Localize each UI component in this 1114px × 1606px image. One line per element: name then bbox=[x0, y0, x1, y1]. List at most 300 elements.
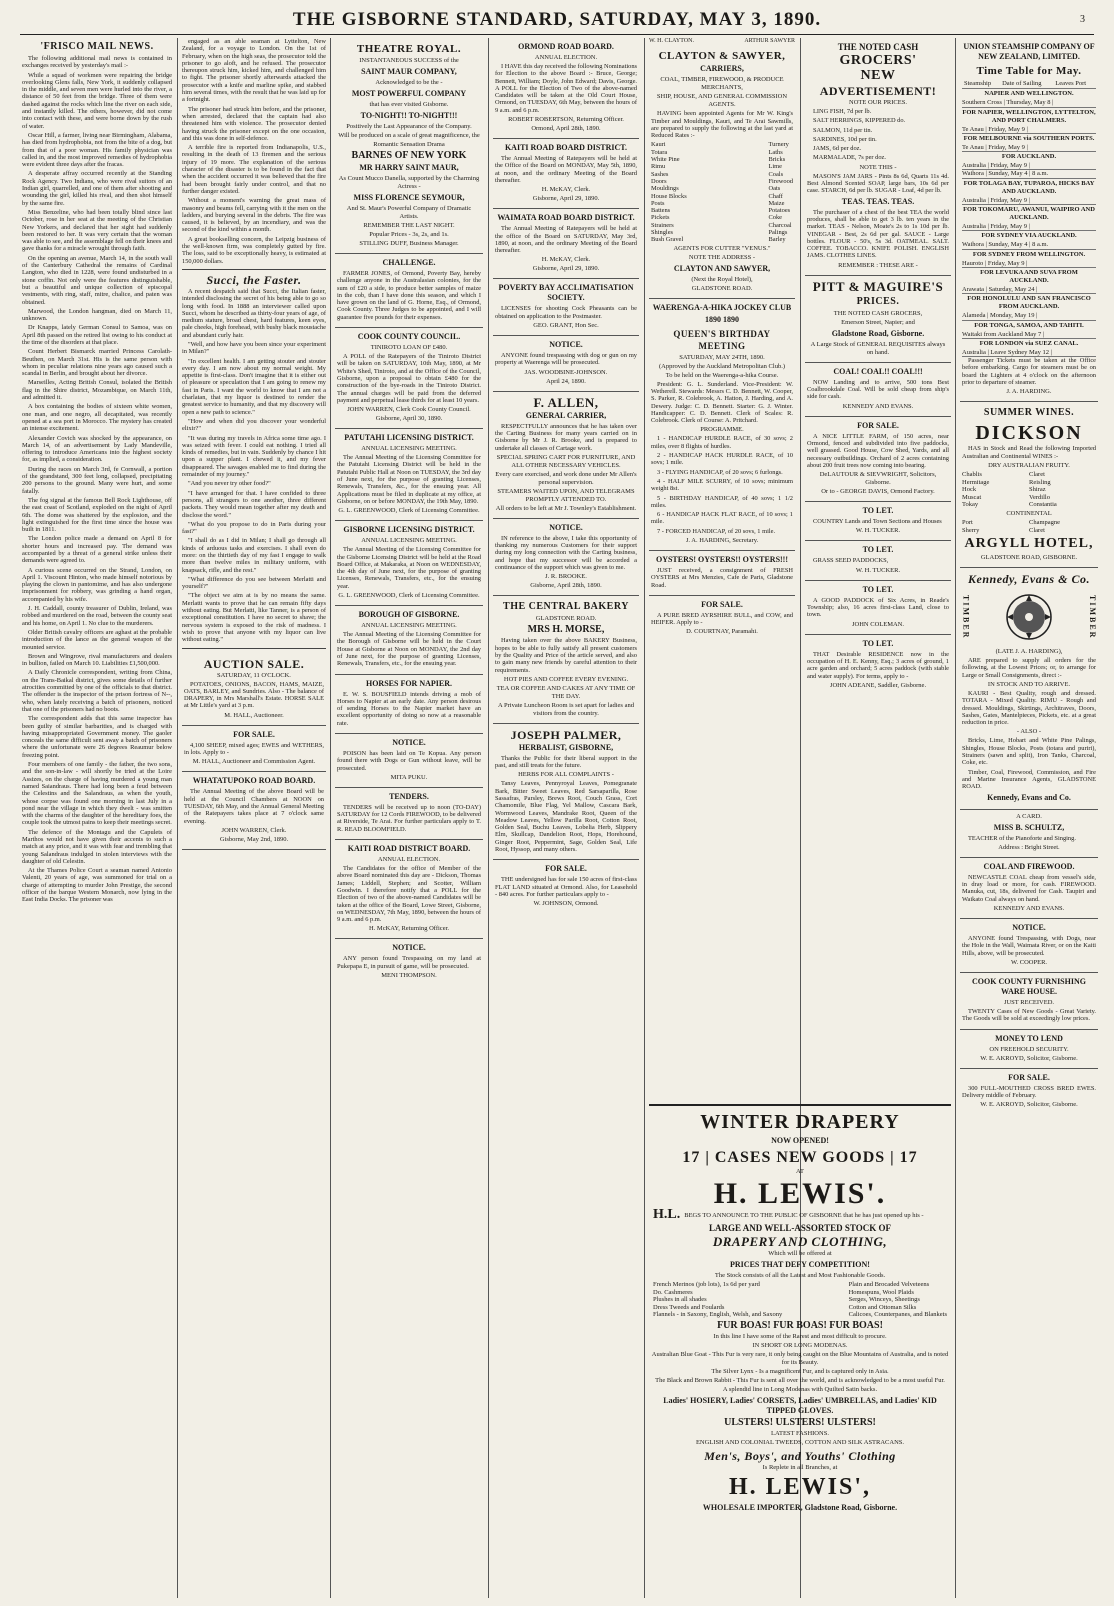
masthead-title: THE GISBORNE STANDARD, SATURDAY, MAY 3, 1890. bbox=[292, 9, 822, 30]
timetable-row: Arawata | Saturday, May 24 | bbox=[962, 286, 1096, 294]
sawmill-emblem-icon bbox=[989, 591, 1069, 643]
paragraph: Without a moment's warning the great mass of masonry and beams fell, carrying with it the men on the ladders, and burying several in the debris. The fire was caused, it is believed, by an incendiary, and was the second of the kind within a month. bbox=[182, 197, 326, 234]
ad-place: Gisborne, April 28th, 1890. bbox=[530, 582, 602, 590]
ad-body: FARMER JONES, of Ormond, Poverty Bay, hereby challenge anyone in the Australasian colonies, for the sum of £20 a side, to produce better samples of maize in the cob, than I have done this season, and which I have grown on the land of G. Horne, Esq., of Ormond, Cook County. Three Judges to be appointed, and I will guarantee five pounds for their expenses. bbox=[337, 270, 481, 321]
list-item: Shingles bbox=[651, 229, 674, 237]
stock-list-right bbox=[769, 141, 794, 243]
ad-date: SATURDAY, 11 O'CLOCK. bbox=[217, 671, 291, 679]
ad-signature: MENI THOMPSON. bbox=[381, 972, 437, 980]
ad-line: MR HARRY SAINT MAUR, bbox=[359, 163, 459, 172]
ad-body: ANYONE found trespassing with dog or gun on my property at Waerenga will be prosecuted. bbox=[495, 352, 637, 367]
race-item: 6 - HANDICAP HACK FLAT RACE, of 10 sovs; 1 mile. bbox=[651, 511, 793, 526]
ad-subtitle: CARRIERS, bbox=[700, 64, 744, 74]
timetable-row: Southern Cross | Thursday, May 8 | bbox=[962, 99, 1096, 107]
ad-cases: 17 | CASES NEW GOODS | 17 bbox=[682, 1149, 918, 1166]
ad-title: NOTICE. bbox=[549, 522, 583, 532]
ad-store-name: H. LEWIS', bbox=[728, 1473, 872, 1500]
ad-line: Romantic Sensation Drama bbox=[373, 141, 445, 148]
ad-signature: G. L. GREENWOOD, Clerk of Licensing Committee. bbox=[338, 507, 480, 515]
column-4 bbox=[493, 38, 639, 1598]
ad-initials: H.L. bbox=[653, 1207, 681, 1222]
price-item: MARMALADE, 7s per doz. bbox=[813, 154, 886, 162]
bull-sale-ad bbox=[649, 596, 795, 642]
timetable-row: Waihora | Sunday, May 4 | 8 a.m. bbox=[962, 241, 1096, 249]
list-item: Bricks bbox=[768, 156, 786, 164]
timetable-row: Te Anau | Friday, May 9 | bbox=[962, 144, 1096, 152]
society-ad bbox=[493, 279, 639, 336]
ad-signature: GEO. GRANT, Hon Sec. bbox=[533, 322, 599, 330]
column-rule bbox=[330, 38, 331, 1598]
ad-body: POISON has been laid on Te Kopua. Any person found there with Dogs or Gun without leave, will be prosecuted. bbox=[337, 749, 481, 772]
ad-body: NOW Landing and to arrive, 500 tons Best Coalbrookdale Coal. Will be sold cheap from ship's side for cash. bbox=[807, 378, 949, 401]
ad-body: HAS in Stock and Read the following Imported Australian and Continental WINES :- bbox=[962, 445, 1096, 460]
timetable-row: Waitaki from Auckland May 7 | bbox=[962, 331, 1096, 339]
timetable-header bbox=[962, 79, 1096, 89]
column-6 bbox=[805, 38, 951, 1100]
carrier-ad bbox=[493, 392, 639, 519]
paragraph: The London police made a demand on April 8 for shorter hours and increased pay. The demand was accompanied by a threat of a general strike unless their demands were agreed to. bbox=[22, 535, 172, 565]
council-ad bbox=[335, 328, 483, 429]
route-heading: FOR NAPIER, WELLINGTON, LYTTELTON, AND PORT CHALMERS. bbox=[962, 108, 1096, 124]
list-item: Oats bbox=[768, 185, 781, 193]
timetable-row: Hauroto | Friday, May 9 | bbox=[962, 260, 1096, 268]
ad-line: SPECIAL SPRING CART FOR FURNITURE, AND ALL OTHER NECESSARY VEHICLES. bbox=[496, 453, 636, 469]
ad-subtitle: NOW OPENED! bbox=[771, 1136, 829, 1145]
ad-title: HORSES FOR NAPIER. bbox=[365, 678, 452, 688]
ad-signature: Kennedy, Evans and Co. bbox=[987, 792, 1071, 802]
ad-body: TENDERS will be received up to noon (TO-DAY) SATURDAY for 12 Cords FIREWOOD, to be delivered at Riverside, Te Arai. For further particulars apply to T. R. READ BLOOMFIELD. bbox=[337, 803, 481, 833]
ad-line: Will be produced on a scale of great magnificence, the bbox=[338, 132, 480, 139]
paragraph: J. H. Caddall, county treasurer of Dublin, Ireland, was robbed and murdered on the road, between the county seat and his home, on April 1. No clue to the murderers. bbox=[22, 605, 172, 627]
divider bbox=[182, 269, 326, 270]
ad-signature: W. JOHNSON, Ormond. bbox=[533, 900, 599, 908]
ad-title: NOTICE. bbox=[392, 943, 426, 953]
sheep-sale-ad bbox=[182, 726, 326, 773]
ad-title: WINTER DRAPERY bbox=[700, 1111, 900, 1133]
to-let-ad bbox=[805, 581, 951, 635]
ad-name: MRS H. MORSE, bbox=[527, 624, 605, 636]
carrier-ad bbox=[649, 45, 795, 298]
ad-line: LARGE AND WELL-ASSORTED STOCK OF bbox=[709, 1223, 891, 1233]
paragraph: Marwood, the London hangman, died on March 11, unknown. bbox=[22, 307, 172, 323]
ad-title: TO LET. bbox=[862, 506, 894, 516]
ad-line: TEAS. TEAS. TEAS. bbox=[841, 196, 915, 206]
ad-title: MONEY TO LEND bbox=[995, 1033, 1063, 1043]
ad-line: SHIP, HOUSE, AND GENERAL COMMISSION AGENTS. bbox=[656, 93, 788, 109]
list-item: Tokay bbox=[962, 501, 979, 509]
ad-body: President: G. L. Sunderland. Vice-President: W. Wetherell. Stewards: Messrs C. D. Bennett, W. Cooper, S. Parker, R. Colebrook, A. Hatton, J. Harding, and A. Dewery. Judge: C. D. Bennett. Starter: G. J. Winter. Handicapper: C. D. Bennett. Clerk of Scales: R. Colebrook. Clerk of Course: A. Pritchard. bbox=[651, 380, 793, 425]
ad-title: UNION STEAMSHIP COMPANY OF NEW ZEALAND, LIMITED. bbox=[963, 42, 1095, 61]
ad-signature: ROBERT ROBERTSON, Returning Officer. bbox=[508, 116, 624, 124]
ad-body: TEACHER of the Pianoforte and Singing. bbox=[968, 834, 1076, 842]
tenders-ad bbox=[335, 788, 483, 840]
ad-line: Australian Blue Goat - This Fur is very rare, it only being caught on the Blue Mountains of Australia, and is noted for its Beauty. bbox=[651, 1350, 949, 1366]
ad-body: COUNTRY Lands and Town Sections and Houses bbox=[813, 518, 942, 526]
licensing-ad bbox=[335, 521, 483, 606]
ad-header-right: ARTHUR SAWYER bbox=[744, 38, 795, 44]
ad-title: CHALLENGE. bbox=[382, 258, 436, 267]
ad-signature: DeLAUTOUR & SIEVWRIGHT, Solicitors, Gisborne. bbox=[819, 471, 937, 487]
wines-ad bbox=[960, 402, 1098, 568]
paragraph: "In excellent health. I am getting stouter and stouter every day. I am now about my normal weight. My appetite is first-class. Don't imagine that it is either out of pleasure or speculation that I am going to renew my fast in Paris. I want the world to know that I am not a charlatan, that my liquor is destined to render the greatest service to humanity, and that my discovery will open a new path to science." bbox=[182, 357, 326, 416]
ad-line: (Approved by the Auckland Metropolitan Club.) bbox=[658, 362, 785, 370]
to-let-ad bbox=[805, 635, 951, 695]
paragraph: While a squad of workmen were repairing the bridge overlooking Glens falls, New York, it suddenly collapsed in the middle, and seven men were hurled into the river, a distance of 50 feet from the bridge. Three of them were dashed against the rocks which line the river on each side, and instantly killed. The others, however, did not come into contact with these, and were borne down by the rush of water. bbox=[22, 71, 172, 130]
column-5 bbox=[649, 38, 795, 1100]
paragraph: The correspondent adds that this same inspector has been guilty of similar barbarities, and is charged with having misappropriated Government money. The gaoler conceals the same difficult sent away a batch of prisoners where the unfortunate were 26 degrees Reaumur below freezing point. bbox=[22, 715, 172, 759]
ad-title: TO LET. bbox=[862, 584, 894, 594]
list-item: Plushes in all shades bbox=[653, 1296, 707, 1304]
ad-line: Every care exercised, and work done under Mr Allen's personal supervision. bbox=[495, 470, 637, 486]
list-item: Lime bbox=[768, 163, 782, 171]
race-item: 4 - HALF MILE SCURRY, of 10 sovs; minimum weight 8st. bbox=[651, 477, 793, 493]
list-item: Barley bbox=[768, 236, 786, 244]
route-heading: FOR TONGA, SAMOA, AND TAHITI. bbox=[974, 321, 1084, 329]
ad-body: A PURE BRED AYRSHIRE BULL, and COW, and HEIFER. Apply to - bbox=[651, 611, 793, 627]
ad-body: The Annual Meeting of the Licensing Committee for the Gisborne Licensing District will be held at the Road Board Office, at Makaraka, at Noon on WEDNESDAY, the 4th day of June next, for the purpose of granting Licenses, Renewals, Transfers, etc., for the ensuing year. bbox=[337, 546, 481, 590]
licensing-ad bbox=[335, 429, 483, 521]
list-item: Port bbox=[962, 518, 973, 526]
paragraph: Four members of one family - the father, the two sons, and the son-in-law - will shortly be tried at the Loire Assizes, on the charge of having murdered a young man named Saiandraus. There had long been a feud between the Celestins and the Salandraus, as when the youth, whose corpse was found one morning in last July in a pond near the village in which they dwelt - was smitten with the charms of the daughter of the hereditary foes, the couple took the utmost pains to keep their meetings secret. bbox=[22, 761, 172, 827]
price-item: SALMON, 11d per tin. bbox=[813, 126, 873, 134]
ad-line: And St. Maur's Powerful Company of Dramatic Artists. bbox=[346, 205, 472, 220]
list-item: Reisling bbox=[1029, 478, 1051, 486]
ad-line: A Large Stock of GENERAL REQUISITES always on hand. bbox=[810, 340, 946, 356]
union-steamship-ad bbox=[960, 38, 1098, 402]
timetable-row: Waihora | Sunday, May 4 | 8 a.m. bbox=[962, 170, 1096, 178]
timetable-row: Australia | Leave Sydney May 12 | bbox=[962, 349, 1096, 357]
ad-body: I HAVE this day received the following Nominations for Election to the above Board :- Bruce, George; Bennett, William; Doyle, John Edward; Davis, George. A POLL for the Election of Two of the above-named Candidates will be taken at the Old Court House, Ormond, on TUESDAY, 6th May, between the hours of 9 a.m. and 6 p.m. bbox=[495, 63, 638, 114]
ad-title: NOTICE. bbox=[549, 340, 583, 350]
list-item: Chablis bbox=[962, 470, 982, 478]
list-item: Rimu bbox=[651, 163, 666, 171]
list-item: Homespuns, Wool Plaids bbox=[848, 1288, 914, 1296]
ad-name: MISS B. SCHULTZ, bbox=[993, 822, 1065, 832]
list-item: Cotton and Ottoman Silks bbox=[848, 1303, 917, 1311]
ad-title: KAITI ROAD BOARD DISTRICT. bbox=[504, 143, 628, 153]
list-item: Dress Tweeds and Foulards bbox=[653, 1303, 725, 1311]
meeting-ad bbox=[493, 209, 639, 279]
paragraph: "It was during my travels in Africa some time ago. I was seized with fever. I could eat nothing. I tried all kinds of remedies, but in vain. Suddenly by chance I hit upon a supper plant. I chewed it, and my fever disappeared. The savages enabled me to find during the remainder of my journey." bbox=[182, 434, 326, 479]
ad-line: - ALSO - bbox=[1016, 728, 1042, 736]
list-item: Potatoes bbox=[768, 207, 791, 215]
paragraph: Dr Knapps, lately German Consul to Samoa, was on April 8th passed on the retired list owing to his conduct at the time of the disorders at that place. bbox=[22, 324, 172, 346]
ad-title: Kennedy, Evans & Co. bbox=[968, 572, 1090, 587]
ad-title: FOR SALE. bbox=[857, 420, 899, 430]
ad-body: GRASS SEED PADDOCKS, bbox=[813, 557, 889, 565]
ad-body: ANYONE found Trespassing, with Dogs, near the Hole in the Wall, Waimata River, or on the Kaiti Hills, above, will be prosecuted. bbox=[962, 935, 1096, 957]
ad-title: CLAYTON & SAWYER, bbox=[658, 50, 786, 63]
ad-signature: H. McKAY, Clerk. bbox=[541, 256, 591, 264]
paragraph: "Well, and how have you been since your experiment in Milan?" bbox=[182, 340, 326, 356]
ad-title: FOR SALE. bbox=[1008, 1072, 1050, 1082]
ad-place: Ormond, April 28th, 1890. bbox=[531, 125, 601, 133]
paragraph: A recent despatch said that Succi, the Italian faster, intended disclosing the secret of his being able to go so long with food. In 1888 an interviewer called upon Succi, whom he described as thirty-four years of age, of medium stature, broad chest, hard features, keen eyes, pale cheeks, high forehead, with bushy black moustache and abundant curly hair. bbox=[182, 287, 326, 339]
election-ad bbox=[335, 840, 483, 939]
ad-line: (Next the Royal Hotel), bbox=[691, 275, 753, 283]
ad-title: OYSTERS! OYSTERS!! OYSTERS!!! bbox=[655, 554, 789, 564]
route-heading: FOR HONOLULU AND SAN FRANCISCO FROM AUCKLAND. bbox=[967, 295, 1091, 311]
list-item: Flannels - in Saxony, English, Welsh, and Saxony bbox=[653, 1311, 783, 1319]
ad-body: Bricks, Lime, Hobart and White Pine Palings, Shingles, House Blocks, Posts (totara and puriri), Strainers (sawn and split), Iron Tanks, Charcoal, Coke, etc. bbox=[962, 737, 1096, 767]
ad-line: As Count Mucco Danella, supported by the Charming Actress - bbox=[338, 175, 480, 190]
list-item: Palings bbox=[768, 229, 788, 237]
ad-place: Gisborne, April 30, 1890. bbox=[375, 415, 443, 423]
ad-line: that has ever visited Gisborne. bbox=[369, 101, 449, 108]
list-item: French Merinos (job lots), 1s 6d per yard bbox=[653, 1281, 760, 1288]
list-item: White Pine bbox=[651, 156, 680, 164]
ad-title: POVERTY BAY ACCLIMATISATION SOCIETY. bbox=[498, 283, 634, 303]
ad-signature: MITA PUKU. bbox=[390, 773, 428, 781]
ad-signature: M. HALL, Auctioneer and Commission Agent. bbox=[192, 758, 316, 766]
ad-signature: G. L. GREENWOOD, Clerk of Licensing Committee. bbox=[338, 592, 480, 600]
ad-place: Gisborne, April 29, 1890. bbox=[532, 265, 600, 273]
ad-title: AUCTION SALE. bbox=[203, 656, 305, 671]
ad-line: REMEMBER : THESE ARE - bbox=[838, 261, 918, 269]
ad-place: Gisborne, May 2nd, 1890. bbox=[219, 835, 289, 843]
ad-signature: JOHN ADEANE, Saddler, Gisborne. bbox=[829, 681, 927, 689]
ad-title: GISBORNE LICENSING DISTRICT. bbox=[343, 525, 475, 535]
ad-line: TEA OR COFFEE AND CAKES AT ANY TIME OF THE DAY. bbox=[496, 684, 636, 700]
notice-ad bbox=[335, 734, 483, 788]
price-item: SARDINES, 10d per tin. bbox=[813, 135, 877, 143]
to-let-ad bbox=[805, 502, 951, 541]
notice-ad bbox=[960, 919, 1098, 973]
ad-body: A NICE LITTLE FARM, of 150 acres, near Ormond, fenced and subdivided into five paddocks, well grassed. Good House, Cow Shed, Yards, and all necessary outbuildings. Orchard of 2 acres containing about 200 fruit trees now coming into bearing. bbox=[807, 432, 949, 469]
ad-line: REMEMBER THE LAST NIGHT. bbox=[363, 222, 455, 229]
ad-line: LATEST FASHIONS. bbox=[771, 1429, 829, 1437]
land-sale-ad bbox=[493, 860, 639, 913]
ad-line: AGENTS FOR CUTTER "VENUS." bbox=[673, 244, 771, 252]
pitt-maguire-ad bbox=[805, 276, 951, 363]
furnishing-ad bbox=[960, 973, 1098, 1030]
ad-title: THEATRE ROYAL. bbox=[356, 43, 462, 55]
ad-line: In this line I have some of the Rarest and most difficult to procure. bbox=[713, 1332, 887, 1340]
article-title: Succi, the Faster. bbox=[206, 272, 302, 287]
ad-body: THE undersigned has for sale 150 acres of first-class FLAT LAND situated at Ormond. Also, for Leasehold - 840 acres. For further particulars apply to - bbox=[495, 876, 637, 898]
ad-line: ENGLISH AND COLONIAL TWEEDS, COTTON AND SILK ASTRACANS. bbox=[695, 1438, 905, 1446]
list-item: Champagne bbox=[1029, 518, 1061, 526]
oysters-ad bbox=[649, 551, 795, 596]
list-item: Totara bbox=[651, 148, 668, 156]
ad-name: DICKSON bbox=[975, 422, 1083, 445]
ad-body: The Annual Meeting of the above Board will be held at the Council Chambers at NOON on TUESDAY, 6th May, and the Annual General Meeting of the Ratepayers takes place at 7 o'clock same evening. bbox=[184, 788, 324, 825]
ad-line: Gladstone Road, Gisborne. bbox=[831, 328, 925, 338]
ad-body: The purchaser of a chest of the best TEA the world produces, shall be able to get 3 lb. ten years in the market. TEAS - Nelson, Moate's 2s to 1s 10d per lb. VINEGAR - Best, 2s 6d per gal. SAUCE - Large bottles. FLOUR - 50's, 5s 3d. OATMEAL. SALT. COFFEE. TOBACCO. KNIFE POLISH. ENGLISH JAMS. CLOTHES LINES. bbox=[807, 208, 949, 260]
challenge-ad bbox=[335, 254, 483, 328]
ad-title: F. ALLEN, bbox=[533, 394, 599, 410]
ad-body: 4,100 SHEEP, mixed ages; EWES and WETHERS, in lots. Apply to - bbox=[184, 741, 324, 757]
ad-place: April 24, 1890. bbox=[546, 377, 586, 385]
election-ad bbox=[493, 38, 639, 139]
list-item: House Blocks bbox=[651, 192, 687, 200]
ad-line: The Silver Lynx - Is a magnificent Fur, and is captured only in Asia. bbox=[711, 1367, 889, 1375]
ad-title: THE CENTRAL BAKERY bbox=[503, 601, 629, 613]
ad-intro bbox=[649, 1207, 951, 1222]
ad-signature: JOHN WARREN, Clerk Cook County Council. bbox=[347, 406, 471, 414]
ad-body: Tansy Leaves, Pennyroyal Leaves, Pomegranate Bark, Bitter Sweet Leaves, Red Sarsaparilla, Rose Sassafras, Parsley, Brews Root, Couch Grass, Cort Chamomile, Blue Flag, Yel Mallow, Cascara Bark, Wormwood Leaves, Mandrake Root, Queen of the Meadow Leaves, Yellow Parilla Root, Cotton Root, Golden Seal, Buchu Leaves, Lobelia Herb, Slippery Elm, Skullcap, Dandelion Root, Hops, Horehound, Ginger Root, Peppermint, Sage, Golden Seal, Life Root, Hyssop, and many others. bbox=[495, 780, 637, 854]
ad-line: HOT PIES AND COFFEE EVERY EVENING. bbox=[503, 675, 629, 683]
ad-body: THAT Desirable RESIDENCE now in the occupation of H. E. Kenny, Esq.; 3 acres of ground, 1 acre garden and orchard; 5 acres paddock (with stable and water supply). For terms, apply to - bbox=[807, 650, 949, 680]
page-number: 3 bbox=[1080, 14, 1086, 25]
article-title: 'FRISCO MAIL NEWS. bbox=[40, 41, 154, 52]
lewis-drapery-ad bbox=[649, 1104, 951, 1600]
ad-line: MOST POWERFUL COMPANY bbox=[351, 89, 467, 98]
ad-subtitle: ANNUAL LICENSING MEETING. bbox=[361, 445, 457, 453]
ad-line: STILLING DUFF, Business Manager. bbox=[359, 240, 459, 247]
ad-title: FOR SALE. bbox=[701, 599, 743, 609]
ad-line: (LATE J. A. HARDING), bbox=[995, 648, 1063, 656]
ad-line: GLADSTONE ROAD. bbox=[691, 284, 753, 292]
ad-subtitle: HERBALIST, GISBORNE, bbox=[518, 742, 614, 752]
licensing-ad bbox=[335, 606, 483, 674]
notice-ad bbox=[493, 336, 639, 392]
ad-signature: W. E. AKROYD, Solicitor, Gisborne. bbox=[980, 1101, 1078, 1109]
wine-list bbox=[962, 471, 1096, 509]
race-item: 1 - HANDICAP HURDLE RACE, of 30 sovs; 2 miles, over 8 flights of hurdles. bbox=[651, 435, 793, 450]
goods-list-left bbox=[653, 1281, 782, 1319]
ad-signature: H. McKAY, Clerk. bbox=[541, 186, 591, 194]
ad-date: SATURDAY, MAY 24TH, 1890. bbox=[679, 353, 765, 361]
ad-signature: Or to - GEORGE DAVIS, Ormond Factory. bbox=[821, 488, 935, 496]
ad-line: Emerson Street, Napier; and bbox=[841, 318, 915, 326]
list-item: Turnery bbox=[768, 141, 789, 149]
paragraph: engaged as an able seaman at Lyttelton, New Zealand, for a voyage to London. On the 1st of February, when on the high seas, the prosecutor told the prisoner to go aloft, and he refused. The prosecutor thereupon struck him, kicked him, and challenged him to fight. The prisoner shortly afterwards attacked the prosecutor with a knife and marline spike, and stabbed him several times, with the result that he was laid up for a fortnight. bbox=[182, 38, 326, 104]
list-item: Pickets bbox=[651, 214, 670, 222]
paragraph: Marseilles, Acting British Consul, isolated the British flag in the Shire district, Mozambique, on March 11th, and admitted it. bbox=[22, 379, 172, 402]
race-item: 5 - BIRTHDAY HANDICAP, of 40 sovs; 1 1/2 miles. bbox=[651, 494, 793, 509]
ad-title: BOROUGH OF GISBORNE. bbox=[358, 610, 460, 620]
list-item: Calicoes, Counterpanes, and Blankets bbox=[848, 1311, 947, 1319]
list-item: Claret bbox=[1029, 526, 1045, 534]
route-heading: FOR TOLAGA BAY, TUPAROA, HICKS BAY AND AUCKLAND. bbox=[963, 179, 1095, 195]
ad-line: STEAMERS WAITED UPON, AND TELEGRAMS PROMPTLY ATTENDED TO. bbox=[497, 487, 635, 503]
route-heading: FOR LONDON via SUEZ CANAL. bbox=[979, 339, 1079, 347]
ad-body: The Annual Meeting of Ratepayers will be held at the office of the Board on SATURDAY, May 3rd, 1890, at noon, and the ordinary Meeting of the Board thereafter. bbox=[495, 225, 637, 255]
list-item: Do. Cashmeres bbox=[653, 1288, 693, 1296]
paragraph: The defence of the Montagu and the Capulets of Marthos would not have given their accents to such a match at any price, and it was with fear and trembling that young Salandraus indulged in stolen interviews with the daughter of old Celestin. bbox=[22, 828, 172, 865]
ad-subtitle: GENERAL CARRIER, bbox=[525, 410, 607, 420]
column-1 bbox=[22, 38, 172, 1598]
ad-line: IN STOCK AND TO ARRIVE. bbox=[987, 680, 1071, 688]
stock-list bbox=[651, 141, 793, 243]
ad-title: KAITI ROAD DISTRICT BOARD. bbox=[347, 844, 471, 854]
paragraph: A great bookselling concern, the Leipzig business of the well-known firm, was completely gutted by fire. The loss, said to be exceptionally heavy, is estimated at 150,000 dollars. bbox=[182, 235, 326, 265]
goods-list-right bbox=[849, 1281, 947, 1319]
paragraph: A box containing the bodies of sixteen white women, one man, and one negro, all decapitated, was recently opened at a sea port in Morocco. The mystery has created an intense excitement. bbox=[22, 403, 172, 433]
ad-body: The Annual Meeting of the Licensing Committee for the Borough of Gisborne will be held in the Court House at Gisborne at Noon on MONDAY, the 2nd day of June next, for the purpose of granting Licenses, Renewals, Transfers, etc., for the ensuing year. bbox=[337, 631, 481, 668]
list-item: Shiraz bbox=[1029, 486, 1046, 494]
ad-title: WHATATUPOKO ROAD BOARD. bbox=[192, 776, 316, 786]
paragraph: "I have arranged for that. I have confided to three persons, all strangers to one another, three different packets. They would mean together after my death and disclose the word." bbox=[182, 489, 326, 519]
ad-body: IN reference to the above, I take this opportunity of thanking my numerous Customers for their support during my long connection with the Carting business, and hope that my successor will be accorded a continuance of the support which was given to me. bbox=[495, 534, 637, 572]
timber-side-label: TIMBER bbox=[961, 594, 971, 640]
ad-line: A splendid line in Long Modenas with Quilted Satin backs. bbox=[722, 1385, 878, 1393]
list-item: Bush Gravel bbox=[651, 236, 684, 244]
ad-subtitle: JUST RECEIVED. bbox=[1003, 998, 1055, 1006]
paragraph: A curious scene occurred on the Strand, London, on April 1. Viscount Hinton, who made himself notorious by playing the clown in pantomime, and has also undergone imprisonment for robbery, was grinding a hand organ, accompanied by his wife. bbox=[22, 566, 172, 603]
paragraph: At the Thames Police Court a seaman named Antonio Valenti, 20 years of age, was summoned for trial on a charge of attempting to murder John Prestige, the second officer of the barque Western Monarch, now lying in the East India Docks. The prisoner was bbox=[22, 867, 172, 904]
ad-title: SUMMER WINES. bbox=[983, 407, 1075, 419]
ad-body: LICENSES for shooting Cock Pheasants can be obtained on application to the Postmaster. bbox=[495, 305, 637, 320]
list-item: Battens bbox=[651, 207, 671, 215]
ad-subtitle: TINIROTO LOAN OF £480. bbox=[370, 344, 448, 352]
ad-line: Ladies' HOSIERY, Ladies' CORSETS, Ladies' UMBRELLAS, and Ladies' KID TIPPED GLOVES. bbox=[663, 1395, 937, 1415]
list-item: Charcoal bbox=[768, 221, 792, 229]
ad-line: NOTE THIS - bbox=[859, 163, 897, 171]
paragraph: On the opening an avenue, March 14, in the south wall of the Canterbury Cathedral the remains of Cardinal Langton, who died in 1228, were found undisturbed in a stone coffin. Not only were the features distinguishable, but a beautiful and unique collection of episcopal vestments, with ring, staff, mitre, chalice, and paten was obtained. bbox=[22, 254, 172, 306]
ad-subtitle: GLADSTONE ROAD. bbox=[535, 615, 597, 623]
paragraph: "How and when did you discover your wonderful elixir?" bbox=[182, 417, 326, 433]
ad-signature: M. HALL, Auctioneer. bbox=[224, 711, 284, 719]
road-board-ad bbox=[182, 772, 326, 849]
paragraph: During the races on March 3rd, fe Cornwall, a portion of the grandstand, 300 feet long, collapsed, precipitating 200 persons to the ground. Many were hurt, and some fatally. bbox=[22, 465, 172, 495]
ad-line: PROGRAMME. bbox=[700, 426, 744, 434]
ad-body: NEWCASTLE COAL cheap from vessel's side, in dray load or more, for cash. FIREWOOD. Manuka, cut, 18s, delivered for Cash. Taupiri and Waikato Coal always on hand. bbox=[962, 873, 1096, 903]
timetable-row: Te Anau | Friday, May 9 | bbox=[962, 126, 1096, 134]
ad-line: FUR BOAS! FUR BOAS! FUR BOAS! bbox=[717, 1319, 883, 1331]
timetable-routes bbox=[962, 90, 1096, 357]
ad-body: Thanks the Public for their liberal support in the past, and still treats for the future. bbox=[495, 754, 637, 770]
list-item: Mouldings bbox=[651, 185, 679, 193]
ad-body: The Annual Meeting of Ratepayers will be held at the Office of the Board on MONDAY, May 5th, 1890, at noon, and the ordinary Meeting of the Board thereafter. bbox=[495, 155, 637, 184]
ad-hotel: ARGYLL HOTEL, bbox=[964, 536, 1094, 552]
ad-line: The Black and Brown Rabbit - This Fur is sent all over the world, and is acknowledged to be a most useful Fur. bbox=[655, 1376, 945, 1384]
ad-line: GLADSTONE ROAD, GISBORNE. bbox=[980, 554, 1078, 562]
ad-signature: W. COOPER. bbox=[1010, 958, 1048, 966]
price-item: JAMS, 6d per doz. bbox=[813, 145, 862, 153]
ad-title: NOTICE. bbox=[392, 737, 426, 747]
ad-title: TENDERS. bbox=[389, 791, 429, 801]
route-heading: FOR SYDNEY FROM WELLINGTON. bbox=[972, 250, 1086, 258]
ad-title: JOSEPH PALMER, bbox=[510, 727, 622, 742]
ad-line: IN SHORT OR LONG MODENAS. bbox=[752, 1341, 848, 1349]
route-heading: FOR AUCKLAND. bbox=[1001, 153, 1057, 161]
stock-list-left bbox=[651, 141, 687, 243]
meeting-ad bbox=[493, 139, 639, 209]
ad-title: FOR SALE. bbox=[545, 864, 587, 874]
ad-line: Acknowledged to be the - bbox=[375, 79, 443, 86]
race-item: 3 - FLYING HANDICAP, of 20 sovs; 6 furlongs. bbox=[657, 468, 783, 476]
ad-line: AT bbox=[796, 1168, 804, 1175]
ad-body: MASON'S JAM JARS - Pints 8s 6d, Quarts 11s 4d. Best Almond Scented SOAP, large bars, 10s 6d per case. STARCH, 6d per lb. SUGAR - Loaf, 4d per lb. bbox=[807, 172, 949, 195]
theatre-ad bbox=[335, 38, 483, 254]
ad-signature: JOHN COLEMAN. bbox=[852, 620, 904, 628]
column-header: Steamship bbox=[962, 79, 1000, 89]
article-body bbox=[22, 72, 172, 904]
list-item: Claret bbox=[1029, 470, 1045, 478]
timetable-row: Australia | Friday, May 9 | bbox=[962, 197, 1096, 205]
ad-subtitle: ANNUAL ELECTION. bbox=[534, 54, 598, 61]
to-let-ad bbox=[805, 541, 951, 580]
wine-list bbox=[962, 519, 1096, 534]
paragraph: Alexander Covich was shocked by the appearance, on March 14, of an advertisement by Lady Mandeville, offering to introduce Americans into the highest society for, as implied, a consideration. bbox=[22, 434, 172, 464]
list-item: Plain and Brocaded Velveteens bbox=[848, 1281, 930, 1288]
ad-emblem-row bbox=[962, 587, 1096, 647]
coal-ad bbox=[805, 363, 951, 417]
ad-signature: JOHN WARREN, Clerk. bbox=[221, 826, 287, 834]
paragraph: Oscar Hill, a farmer, living near Birmingham, Alabama, has died from hydrophobia, not from the bite of a dog, but from that of a poor woman. His family physician was called in, and the most improved remedies of hydrophobia were evident three days after the fracas. bbox=[22, 131, 172, 169]
ad-body: A POLL of the Ratepayers of the Tiniroto District will be taken on SATURDAY, 10th May, 1890, at Mr White's Shed, Tiniroto, and at the Office of the Council, Gisborne, upon a proposal to obtain £480 for the construction of the bye-roads in the Tiniroto District. The annual charges will be paid from the deferred payment and perpetual lease thirds for at least 10 years. bbox=[337, 353, 481, 404]
list-item: Kauri bbox=[651, 141, 666, 149]
list-item: Firewood bbox=[768, 177, 793, 185]
list-item: Hock bbox=[962, 486, 977, 494]
paragraph: Brown and Wingrove, rival manufacturers and dealers in bullion, failed on March 10. Liabilities £1,500,000. bbox=[22, 652, 172, 668]
jockey-club-ad bbox=[649, 299, 795, 551]
ad-title: COAL! COAL!! COAL!!! bbox=[833, 366, 923, 376]
ad-body: KAURI - Best Quality, rough and dressed. TOTARA - Mixed Quality. RIMU - Rough and dressed. Mouldings, Skirtings, Architraves, Doors, Sashes, Gates, Mantelpieces, Pickets, etc. at a great reduction in price. bbox=[962, 689, 1096, 727]
column-rule bbox=[177, 38, 178, 1598]
